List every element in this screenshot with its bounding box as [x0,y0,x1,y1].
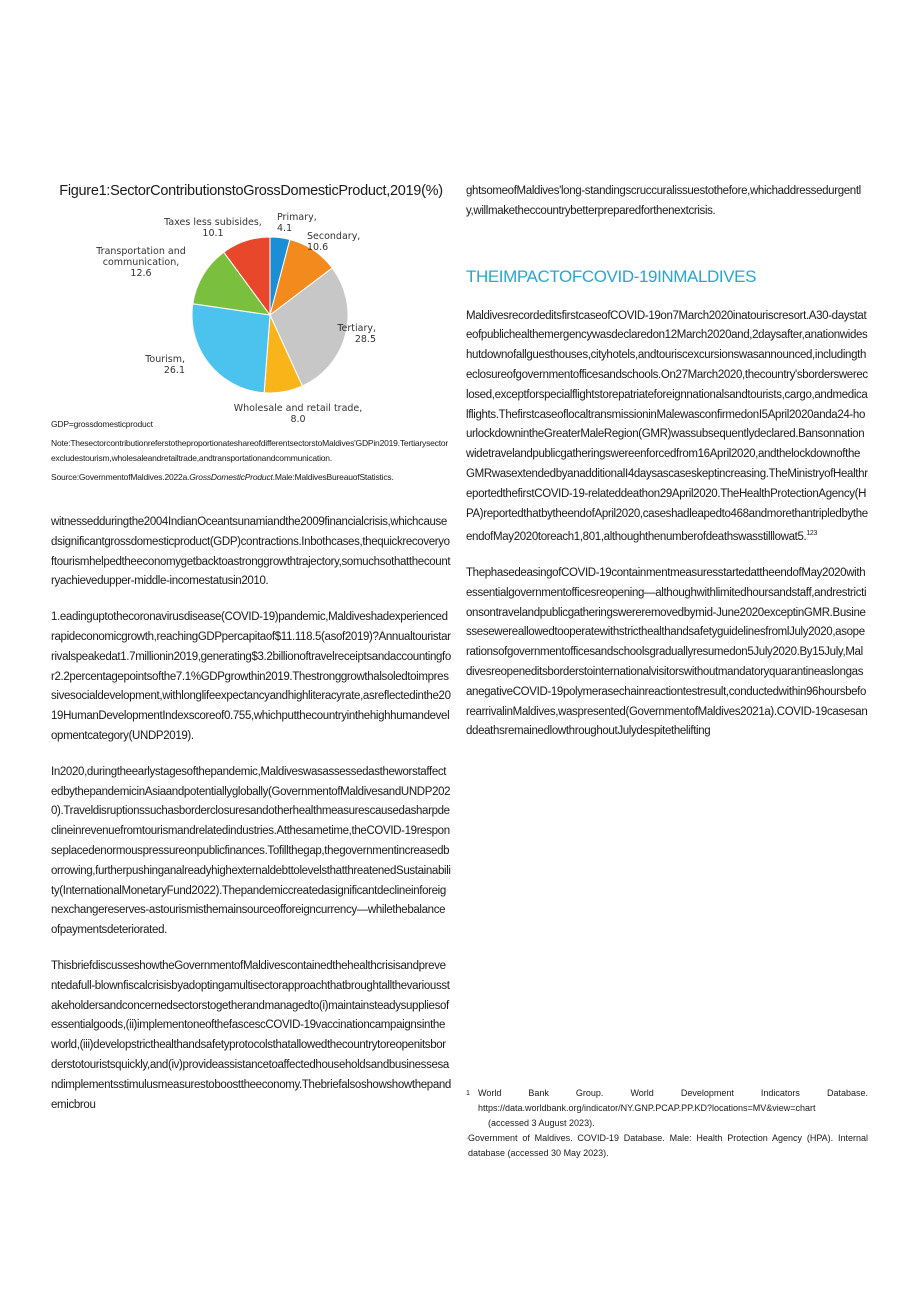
pie-label: Tertiary, 28.5 [337,323,376,345]
left-paragraph-1: witnessedduringthe2004IndianOceantsunamiandthe2009financialcrisis,whichcausedsignificantgrossdomesticproduct(GDP)contractions.Inbothcases,thequickrecoveryoftourismhelpedtheeconomygetbacktoastronggrowthtrajectory,somuchsothatthecountryachievedupper-middle-incomestatusin2010. [51,516,451,588]
source-title: GrossDomesticProduct [189,472,273,482]
gdp-definition: GDP=grossdomesticproduct [51,419,153,429]
left-paragraph-4: ThisbriefdiscusseshowtheGovernmentofMaldivescontainedthehealthcrisisandpreventedafull-blownfiscalcrisisbyadoptingamultisectorapproachthatbroughtallthevariousstakeholdersandconcernedsectorstogetherandmanagedto(i)maintainsteadysuppliesofessentialgoods,(ii)implementoneofthefascescCOVID-19vaccinationcampaignsintheworld,(iii)developstricthealthandsafetyprotocolsthatallowedthecountrytoreopenitsborderstotouristsquickly,and(iv)provideassistancetoaffectedhouseholdsandbusinessesandimplementsstimulusmeasurestoboosttheeconomy.Thebriefalsoshowshowthepandemicbrou [51,959,451,1111]
left-paragraph-2: 1.eadinguptothecoronavirusdisease(COVID-19)pandemic,Maldiveshadexperiencedrapideconomicgrowth,reachingGDPpercapitaof$11.118.5(asof2019)?Annualtouristarrivalspeakedat1.7millionin2019,generating$3.2billionoftravelreceiptsandaccountingfor2.2percentagepointsofthe7.1%GDPgrowthin2019.Thestronggrowthalsoledtoimpressivesocialdevelopment,withlonglifeexpectancyandhighliteracyrate,asreflectedinthe2019HumanDevelopmentIndexscoreof0.755,whichputthecountryinthehighhumandevelopmentcategory(UNDP2019). [51,611,451,742]
pie-label: Tourism, 26.1 [145,354,185,376]
source-prefix: Source:GovernmentofMaldives.2022a. [51,472,190,482]
figure-note: Note:ThesectorcontributionreferstotheproportionateshareofdifferentsectorstoMaldives'GDPin2019.Tertiarysectorexcludestourism,wholesaleandretailtrade,andtransportationandcommunication. [51,438,449,463]
footnote-2-text: Government of Maldives. COVID-19 Database. Male: Health Protection Agency (HPA). Internal database (accessed 30 May 2023). [468,1133,868,1158]
footnote-1-access: (accessed 3 August 2023). [488,1118,595,1128]
right-column [466,182,868,758]
figure-source [51,470,451,485]
footnote-1-number: 1 [466,1090,470,1097]
footnote-2 [466,1131,868,1161]
footnote-1 [466,1086,868,1116]
section-heading: THEIMPACTOFCOVID-19INMALDIVES [466,266,757,286]
pie-label: Wholesale and retail trade, 8.0 [233,403,363,425]
footnote-2-number: · [466,1135,469,1142]
right-intro-paragraph: ghtsomeofMaldives'long-standingscruccuralissuestothefore,whichaddressedurgently,willmaketheccountrybetterpreparedforthenextcrisis. [466,185,861,217]
pie-label: Primary, 4.1 [277,212,317,234]
footnote-reference: 123 [806,530,818,538]
right-paragraph-1 [466,307,868,548]
right-paragraph-2: ThephasedeasingofCOVID-19containmentmeasuresstartedattheendofMay2020withessentialgovernmentofficesreopening—althoughwithlimitedhoursandstaff,andrestrictionsontravelandpublicgatheringswereremovedbymid-June2020exceptinGMR.BusinessesewereallowedtooperatewithstricthealthandsafetyguidelinesfromlJuly2020,asoperationsofgovernmentofficesandschoolsgraduallyresumedon5July2020.By15July,MaldivesreopeneditsborderstointernationalvisitorswithoutmandatoryquarantineaslongasanegativeCOVID-19polymerasechainreactiontestresult,conductedwithin96hoursbeforearrivalinMaldives,waspresented(GovernmentofMaldives2021a).COVID-19casesanddeathsremainedlowthroughoutJulydespitethelifting [466,566,868,738]
pie-label: Taxes less subisides, 10.1 [164,217,262,239]
pie-label: Transportation and communication, 12.6 [96,246,186,279]
figure-title: Figure1:SectorContributionstoGrossDomesticProduct,2019(%) [59,183,443,199]
figure-notes [51,417,451,485]
left-body [51,513,451,1115]
source-suffix: .Male:MaldivesBureauofStatistics. [272,472,394,482]
pie-slice [192,304,270,393]
pie-label: Secondary, 10.6 [307,231,361,253]
left-paragraph-3: In2020,duringtheearlystagesofthepandemic,MaldiveswasassessedastheworstaffectedbythepandemicinAsiaandpotentiallyglobally(GovernmentofMaldivesandUNDP2020).Traveldisruptionssuchasborderclosuresandotherhealthmeasurescausedasharpdeclineinrevenuefromtourismandrelatedindustries.Atthesametime,theCOVID-19responseplacedenormouspressureonpublicfinances.Tofillthegap,thegovernmentincreasedborrowing,furtherpushinganalreadyhighexternaldebttolevelsthatthreatenedSustainability(InternationalMonetaryFund2022).Thepandemiccreatedasignificantdeclineinforeignexchangereserves-astourismisthemainsourceofforeigncurrency—whilethebalanceofpaymentsdeteriorated. [51,765,451,937]
footnote-1-text: World Bank Group. World Development Indicators Database. https://data.worldbank.org/indicator/NY.GNP.PCAP.PP.KD?locations=MV&view=chart [478,1088,868,1113]
footnotes [466,1086,868,1161]
right-paragraph-1-text: MaldivesrecordeditsfirstcaseofCOVID-19on7March2020inatouriscresort.A30-daystateofpublichealthemergencywasdeclaredon12March2020and,2daysafter,anationwideshutdownofallguesthouses,cityhotels,andtouriscexcursionswasannounced,includingtheclosureofgovernmentofficesandschools.On27March2020,thecountry'sborderswereclosed,exceptforspecialflightstorepatriateforeignnationalsandtourists,cargo,andmedicalflights.ThefirstcaseoflocaltransmissioninMalewasconfirmedonI5April2020anda24-hourlockdownintheGreaterMaleRegion(GMR)wassubsequentlydeclared.Bansonnationwidetravelandpublicgatheringswereenforcedfrom16April2020,andthelockdownoftheGMRwasextendedbyanadditionalI4daysascaseskeptincreasing.TheMinistryofHealthreportedthefirstCOVID-19-relateddeathon29April2020.TheHealthProtectionAgency(HPA)reportedthatbytheendofApril2020,caseshadleapedto468andmorethantripledbytheendofMay2020toreach1,801,althoughthenumberofdeathswasstilllowat5. [466,309,868,544]
left-column [51,180,451,1131]
